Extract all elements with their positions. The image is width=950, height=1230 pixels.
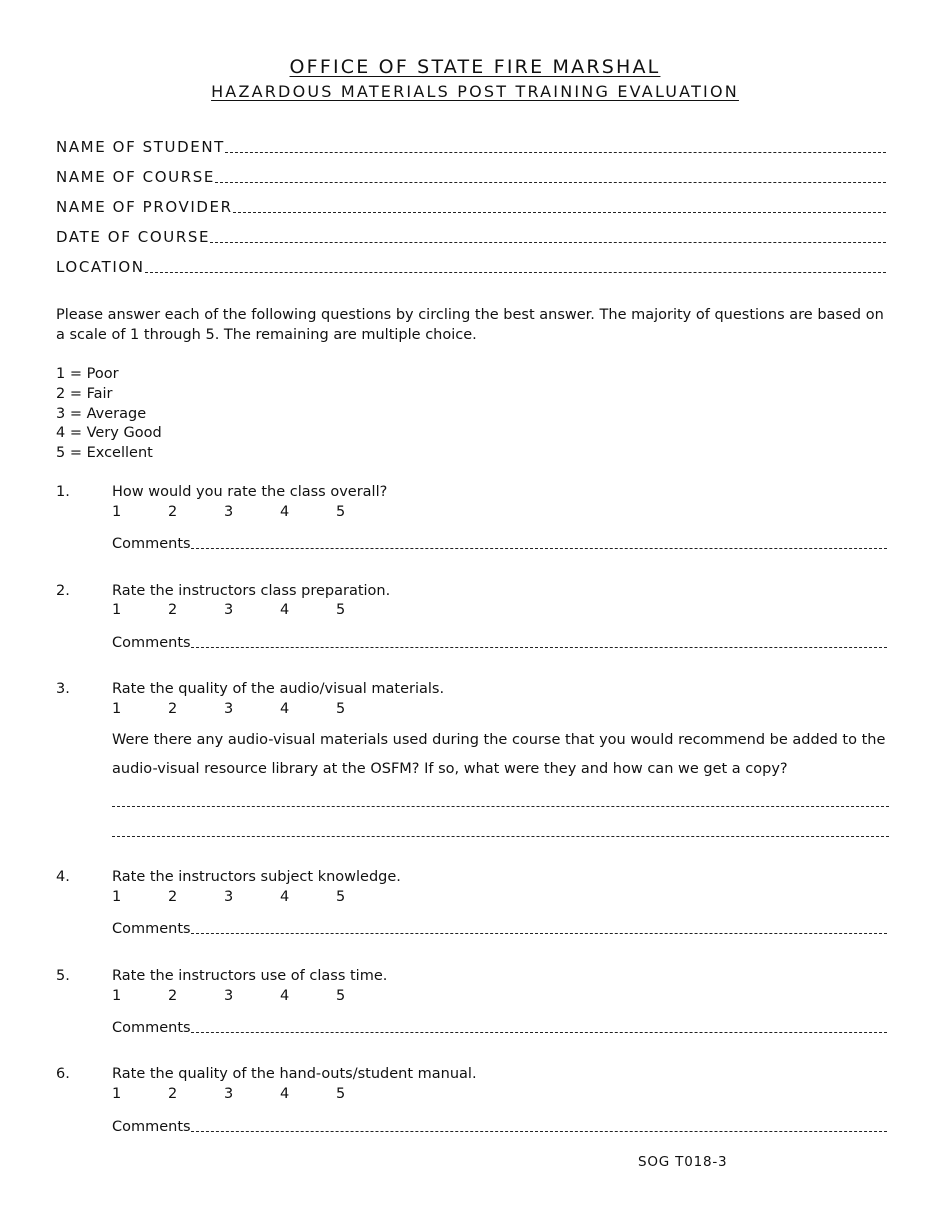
rating-option[interactable]: 3	[224, 1086, 234, 1102]
rating-options[interactable]	[112, 889, 392, 905]
rating-option[interactable]: 4	[280, 504, 290, 520]
rating-option[interactable]: 2	[168, 988, 178, 1004]
comments-field[interactable]	[112, 1016, 887, 1036]
rating-option[interactable]: 3	[224, 504, 234, 520]
question-text: Rate the instructors use of class time.	[112, 968, 388, 984]
rating-options[interactable]	[112, 504, 392, 520]
comments-field[interactable]	[112, 917, 887, 937]
question-number: 3.	[56, 681, 70, 697]
rating-options[interactable]	[112, 602, 392, 618]
comments-line[interactable]	[191, 646, 887, 648]
question-number: 5.	[56, 968, 70, 984]
rating-options[interactable]	[112, 701, 392, 717]
rating-option[interactable]: 1	[112, 504, 122, 520]
question-text: Rate the quality of the hand-outs/student manual.	[112, 1066, 477, 1082]
course-date-field[interactable]	[56, 226, 886, 246]
location-label: LOCATION	[56, 258, 145, 276]
question-number: 4.	[56, 869, 70, 885]
provider-name-label: NAME OF PROVIDER	[56, 198, 233, 216]
comments-label: Comments	[112, 635, 191, 651]
instructions-text: Please answer each of the following questions by circling the best answer. The majority of questions are based on a scale of 1 through 5. The remaining are multiple choice.	[56, 307, 884, 343]
comments-label: Comments	[112, 921, 191, 937]
scale-item: 4 = Very Good	[56, 425, 162, 442]
rating-option[interactable]: 5	[336, 602, 346, 618]
scale-item: 2 = Fair	[56, 385, 113, 402]
course-date-line[interactable]	[210, 241, 886, 243]
rating-option[interactable]: 5	[336, 504, 346, 520]
form-title: OFFICE OF STATE FIRE MARSHAL	[289, 56, 661, 78]
question-text: Rate the quality of the audio/visual materials.	[112, 681, 445, 697]
student-name-line[interactable]	[225, 151, 886, 153]
comments-field[interactable]	[112, 1115, 887, 1135]
scale-item: 5 = Excellent	[56, 445, 153, 462]
rating-option[interactable]: 1	[112, 602, 122, 618]
location-field[interactable]	[56, 256, 886, 276]
rating-option[interactable]: 4	[280, 602, 290, 618]
question-number: 1.	[56, 484, 70, 500]
rating-option[interactable]: 3	[224, 701, 234, 717]
form-code: SOG T018-3	[638, 1154, 728, 1170]
rating-option[interactable]: 5	[336, 701, 346, 717]
rating-option[interactable]: 2	[168, 504, 178, 520]
answer-line[interactable]	[112, 805, 889, 807]
course-date-label: DATE OF COURSE	[56, 228, 211, 246]
rating-option[interactable]: 3	[224, 988, 234, 1004]
location-line[interactable]	[145, 271, 886, 273]
rating-option[interactable]: 2	[168, 889, 178, 905]
rating-option[interactable]: 4	[280, 988, 290, 1004]
rating-option[interactable]: 4	[280, 889, 290, 905]
course-name-label: NAME OF COURSE	[56, 168, 215, 186]
rating-option[interactable]: 1	[112, 889, 122, 905]
comments-label: Comments	[112, 536, 191, 552]
rating-option[interactable]: 1	[112, 1086, 122, 1102]
comments-field[interactable]	[112, 532, 887, 552]
rating-option[interactable]: 2	[168, 602, 178, 618]
comments-line[interactable]	[191, 932, 887, 934]
rating-option[interactable]: 5	[336, 889, 346, 905]
rating-option[interactable]: 1	[112, 701, 122, 717]
scale-item: 3 = Average	[56, 405, 147, 422]
provider-name-line[interactable]	[233, 211, 886, 213]
course-name-line[interactable]	[215, 181, 886, 183]
answer-line[interactable]	[112, 835, 889, 837]
scale-item: 1 = Poor	[56, 366, 119, 382]
form-subtitle: HAZARDOUS MATERIALS POST TRAINING EVALUATION	[211, 82, 739, 101]
rating-options[interactable]	[112, 988, 392, 1004]
question-number: 2.	[56, 583, 70, 599]
student-name-label: NAME OF STUDENT	[56, 138, 225, 156]
rating-option[interactable]: 1	[112, 988, 122, 1004]
comments-field[interactable]	[112, 631, 887, 651]
question-text: Rate the instructors class preparation.	[112, 583, 391, 599]
rating-option[interactable]: 4	[280, 1086, 290, 1102]
rating-scale-legend	[56, 365, 162, 464]
rating-option[interactable]: 5	[336, 988, 346, 1004]
rating-options[interactable]	[112, 1086, 392, 1102]
comments-line[interactable]	[191, 1031, 887, 1033]
rating-option[interactable]: 2	[168, 1086, 178, 1102]
rating-option[interactable]: 4	[280, 701, 290, 717]
rating-option[interactable]: 3	[224, 602, 234, 618]
comments-label: Comments	[112, 1119, 191, 1135]
provider-name-field[interactable]	[56, 196, 886, 216]
question-3-followup-text: Were there any audio-visual materials used during the course that you would recommend be added to the audio-visual resource library at the OSFM? If so, what were they and how can we get a copy?	[112, 732, 886, 777]
question-text: Rate the instructors subject knowledge.	[112, 869, 401, 885]
rating-option[interactable]: 3	[224, 889, 234, 905]
question-text: How would you rate the class overall?	[112, 484, 388, 500]
rating-option[interactable]: 5	[336, 1086, 346, 1102]
comments-line[interactable]	[191, 1130, 887, 1132]
rating-option[interactable]: 2	[168, 701, 178, 717]
course-name-field[interactable]	[56, 166, 886, 186]
comments-label: Comments	[112, 1020, 191, 1036]
student-name-field[interactable]	[56, 136, 886, 156]
comments-line[interactable]	[191, 547, 887, 549]
question-number: 6.	[56, 1066, 70, 1082]
